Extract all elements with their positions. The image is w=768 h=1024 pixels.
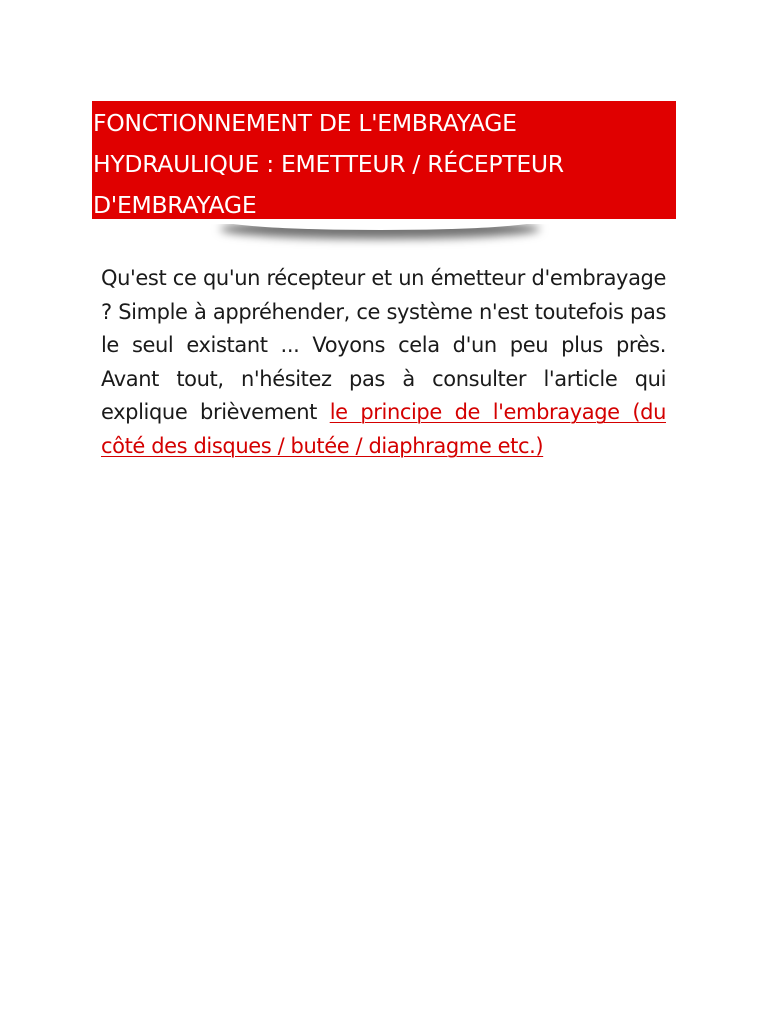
article-title-banner <box>92 101 676 219</box>
article-title-line-3: D'EMBRAYAGE <box>93 191 257 219</box>
article-title-line-2: HYDRAULIQUE : EMETTEUR / RÉCEPTEUR <box>93 150 564 178</box>
title-divider-shadow <box>210 224 550 250</box>
article-intro-paragraph <box>101 262 666 464</box>
article-title-line-1: FONCTIONNEMENT DE L'EMBRAYAGE <box>93 109 517 137</box>
article-intro-text: Qu'est ce qu'un récepteur et un émetteur d'embrayage ? Simple à appréhender, ce système n'est toutefois pas le seul existant ... Voyons cela d'un peu plus près. Avant tout, n'hésitez pas à consulter l'article qui explique brièvement <box>101 266 666 425</box>
clutch-principle-link[interactable]: le principe de l'embrayage (du côté des disques / butée / diaphragme etc.) <box>101 400 666 458</box>
